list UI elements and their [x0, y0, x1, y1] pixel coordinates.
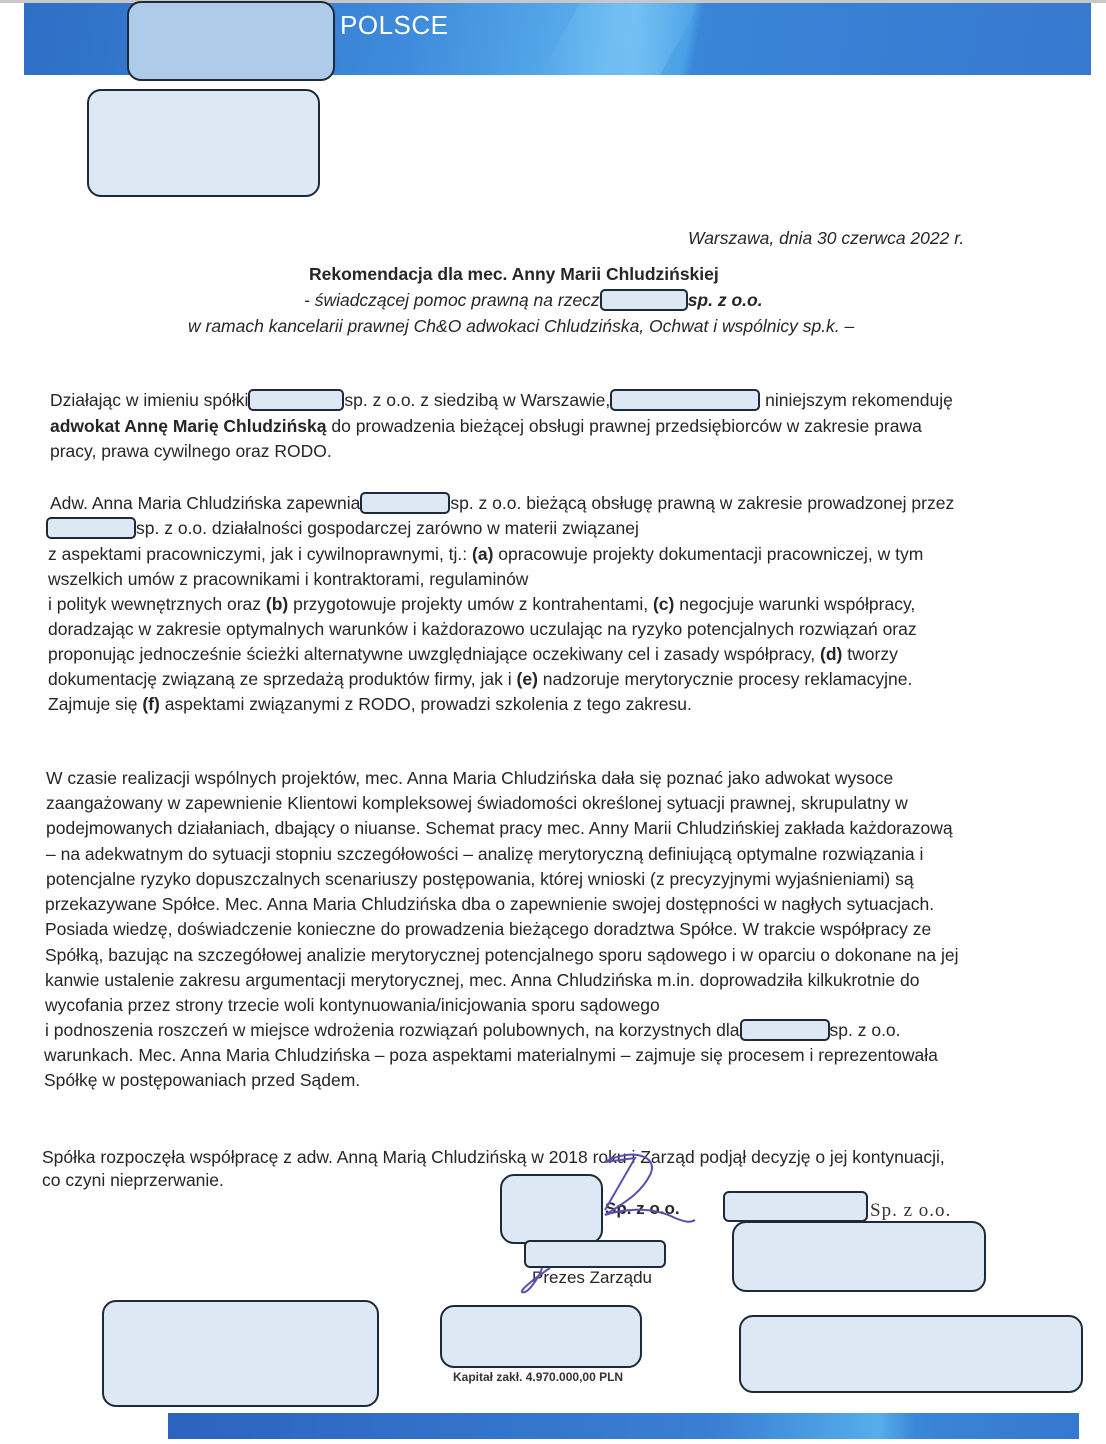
- redacted-footer-center: [440, 1305, 642, 1368]
- document-subtitle-2: w ramach kancelarii prawnej Ch&O adwokaci Chludzińska, Ochwat i wspólnicy sp.k. –: [188, 316, 855, 336]
- text: przygotowuje projekty umów z kontrahentami,: [288, 594, 653, 614]
- text: sp. z o.o. bieżącą obsługę prawną w zakresie prowadzonej przez: [450, 493, 955, 513]
- paragraph-1-line-3: pracy, prawa cywilnego oraz RODO.: [50, 441, 332, 461]
- subtitle-suffix: sp. z o.o.: [687, 290, 763, 310]
- paragraph-3-line-1: W czasie realizacji wspólnych projektów, mec. Anna Maria Chludzińska dała się poznać jako adwokat wysoce: [46, 768, 894, 788]
- paragraph-2-line-1: [50, 491, 954, 517]
- paragraph-3-line-8: Spółką, bazując na szczegółowej analizie merytorycznej potencjalnego sporu sądowego i w oparciu o dokonane na jej: [45, 945, 959, 965]
- paragraph-3-line-11: [45, 1018, 901, 1044]
- paragraph-2-line-4: wszelkich umów z pracownikami i kontraktorami, regulaminów: [48, 569, 529, 589]
- paragraph-3-line-5: potencjalne ryzyko dopuszczalnych scenariuszy postępowania, której wnioski (z precyzyjnymi wyjaśnieniami) są: [46, 869, 914, 889]
- text: opracowuje projekty dokumentacji pracowniczej, w tym: [493, 544, 924, 564]
- redacted-company-name: [360, 492, 450, 514]
- text: dokumentację związaną ze sprzedażą produktów firmy, jak i: [48, 669, 517, 689]
- list-marker: (c): [652, 594, 675, 614]
- redacted-logo: [127, 1, 335, 81]
- list-marker: (b): [265, 594, 289, 614]
- redacted-company-name: [46, 517, 136, 539]
- text: sp. z o.o. z siedzibą w Warszawie,: [344, 390, 611, 410]
- text: Adw. Anna Maria Chludzińska zapewnia: [50, 493, 361, 513]
- redacted-footer-right: [739, 1315, 1083, 1393]
- left-company-suffix: Sp. z o.o.: [605, 1199, 680, 1218]
- paragraph-3-line-4: – na adekwatnym do sytuacji stopniu szczegółowości – analizę merytoryczną definiującą optymalne rozwiązania i: [46, 844, 924, 864]
- redacted-footer-left: [102, 1300, 379, 1407]
- paragraph-3-line-2: zaangażowany w zapewnienie Klientowi kompleksowej świadomości określonej sytuacji prawnej, skrupulatny w: [46, 793, 908, 813]
- paragraph-2-line-2: [46, 516, 639, 542]
- list-marker: (d): [820, 644, 843, 664]
- place-date: Warszawa, dnia 30 czerwca 2022 r.: [688, 228, 965, 248]
- redacted-signatory-name: [524, 1240, 666, 1268]
- list-marker: (a): [472, 544, 494, 564]
- redacted-address-block: [87, 89, 320, 197]
- paragraph-2-line-7: [48, 642, 898, 668]
- text: nadzoruje merytorycznie procesy reklamacyjne.: [537, 669, 913, 689]
- redacted-company-name: [740, 1019, 830, 1041]
- footer-banner: [168, 1413, 1079, 1439]
- document-subtitle-1: [304, 288, 763, 314]
- paragraph-3-line-3: podejmowanych działaniach, dbający o niuanse. Schemat pracy mec. Anny Marii Chludzińskiej zakłada każdorazową: [46, 818, 953, 838]
- recommended-name: adwokat Annę Marię Chludzińską: [50, 416, 327, 436]
- paragraph-2-line-8: [48, 667, 912, 693]
- text: Działając w imieniu spółki: [50, 390, 249, 410]
- letterhead-text: POLSCE: [340, 10, 449, 40]
- right-company-suffix: Sp. z o.o.: [870, 1200, 952, 1221]
- paragraph-2-line-5: [48, 592, 915, 618]
- text: sp. z o.o. działalności gospodarczej zarówno w materii związanej: [136, 518, 639, 538]
- paragraph-3-line-13: Spółkę w postępowaniach przed Sądem.: [44, 1070, 361, 1090]
- text: i polityk wewnętrznych oraz: [48, 594, 266, 614]
- paragraph-2-line-6: doradzając w zakresie optymalnych warunków i każdorazowo uczulając na ryzyko potencjalnych rozwiązań oraz: [48, 619, 917, 639]
- redacted-company-stamp-left: [500, 1174, 603, 1244]
- redacted-company-name: [600, 289, 688, 311]
- text: z aspektami pracowniczymi, jak i cywilnoprawnymi, tj.:: [48, 544, 473, 564]
- paragraph-1-line-2: [50, 414, 922, 440]
- redacted-stamp-right: [732, 1221, 986, 1292]
- paragraph-1-line-1: [50, 388, 953, 414]
- paragraph-2-line-3: [48, 542, 923, 568]
- paragraph-3-line-6: przekazywane Spółce. Mec. Anna Maria Chludzińska dba o zapewnienie swojej dostępności w nagłych sytuacjach.: [45, 894, 935, 914]
- paragraph-3-line-10: wycofania przez strony trzecie woli kontynuowania/inicjowania sporu sądowego: [45, 995, 660, 1015]
- paragraph-3-line-12: warunkach. Mec. Anna Maria Chludzińska – poza aspektami materialnymi – zajmuje się procesem i reprezentowała: [44, 1045, 938, 1065]
- text: proponując jednocześnie ścieżki alternatywne uwzględniające oczekiwany cel i zasady współpracy,: [48, 644, 821, 664]
- subtitle-prefix: - świadczącej pomoc prawną na rzecz: [304, 290, 600, 310]
- text: aspektami związanymi z RODO, prowadzi szkolenia z tego zakresu.: [159, 694, 692, 714]
- text: tworzy: [842, 644, 898, 664]
- text: negocjuje warunki współpracy,: [674, 594, 916, 614]
- paragraph-3-line-7: Posiada wiedzę, doświadczenie konieczne do prowadzenia bieżącego doradztwa Spółce. W trakcie współpracy ze: [45, 919, 932, 939]
- text: sp. z o.o.: [829, 1020, 901, 1040]
- list-marker: (f): [142, 694, 160, 714]
- redacted-company-name-right: [723, 1191, 868, 1222]
- paragraph-3-line-9: kanwie ustalenie zakresu argumentacji merytorycznej, mec. Anna Chludzińska m.in. doprowadziła kilkukrotnie do: [45, 970, 920, 990]
- left-role: Prezes Zarządu: [532, 1268, 652, 1287]
- document-title: Rekomendacja dla mec. Anny Marii Chludzińskiej: [309, 264, 719, 284]
- share-capital: Kapitał zakł. 4.970.000,00 PLN: [453, 1370, 624, 1384]
- paragraph-4-line-1: Spółka rozpoczęła współpracę z adw. Anną Marią Chludzińską w 2018 roku i Zarząd podjął decyzję o jej kontynuacji,: [42, 1147, 945, 1167]
- list-marker: (e): [516, 669, 538, 689]
- redacted-address: [610, 389, 760, 411]
- text: i podnoszenia roszczeń w miejsce wdrożenia rozwiązań polubownych, na korzystnych dla: [45, 1020, 740, 1040]
- text: do prowadzenia bieżącej obsługi prawnej przedsiębiorców w zakresie prawa: [326, 416, 922, 436]
- paragraph-2-line-9: [48, 692, 692, 718]
- redacted-company-name: [248, 389, 344, 411]
- text: niniejszym rekomenduję: [760, 390, 953, 410]
- text: Zajmuje się: [48, 694, 143, 714]
- paragraph-4-line-2: co czyni nieprzerwanie.: [42, 1170, 224, 1190]
